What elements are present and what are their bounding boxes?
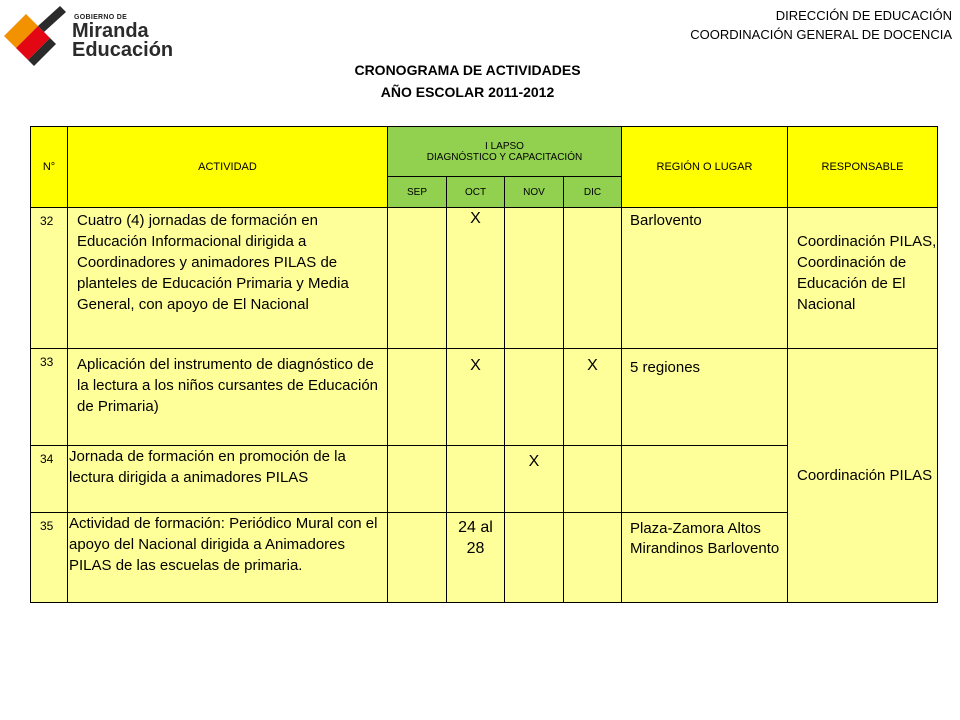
header-lapso	[388, 127, 622, 177]
responsible-cell: Coordinación PILAS, Coordinación de Educación de El Nacional	[788, 208, 938, 349]
region-cell: Barlovento	[622, 208, 788, 349]
cell-oct	[447, 446, 505, 513]
lapso-subtitle: DIAGNÓSTICO Y CAPACITACIÓN	[426, 151, 583, 163]
lapso-title: I LAPSO	[485, 140, 524, 152]
logo-line-educacion: Educación	[72, 39, 174, 61]
region-cell: 5 regiones	[622, 349, 788, 446]
row-number: 32	[31, 208, 68, 349]
header-region: REGIÓN O LUGAR	[622, 127, 788, 208]
header-row	[31, 127, 938, 177]
header-num: N°	[31, 127, 68, 208]
cell-nov	[505, 513, 564, 603]
row-number: 33	[31, 349, 68, 446]
header-direccion: DIRECCIÓN DE EDUCACIÓN	[775, 8, 952, 23]
table-row	[31, 349, 938, 446]
cell-dic	[564, 208, 622, 349]
cell-sep	[388, 349, 447, 446]
month-nov: NOV	[505, 177, 564, 208]
logo-line-miranda: Miranda	[72, 20, 149, 42]
cell-oct: X	[447, 349, 505, 446]
row-number: 34	[31, 446, 68, 513]
cell-dic	[564, 513, 622, 603]
activity-cell: Actividad de formación: Periódico Mural con el apoyo del Nacional dirigida a Animadores PILAS de las escuelas de primaria.	[68, 513, 388, 603]
cell-oct: 24 al 28	[447, 513, 505, 603]
cell-sep	[388, 513, 447, 603]
cell-nov: X	[505, 446, 564, 513]
cell-sep	[388, 446, 447, 513]
header-responsible: RESPONSABLE	[788, 127, 938, 208]
institution-header	[690, 6, 952, 44]
month-dic: DIC	[564, 177, 622, 208]
schedule-table	[30, 126, 938, 603]
gobierno-miranda-logo	[4, 2, 194, 70]
activity-cell: Aplicación del instrumento de diagnóstico de la lectura a los niños cursantes de Educación de Primaria)	[68, 349, 388, 446]
logo-mark-icon	[4, 6, 68, 68]
responsible-cell: Coordinación PILAS	[788, 349, 938, 603]
activity-cell: Jornada de formación en promoción de la lectura dirigida a animadores PILAS	[68, 446, 388, 513]
month-oct: OCT	[447, 177, 505, 208]
cell-nov	[505, 208, 564, 349]
logo-line-gobierno: GOBIERNO DE	[74, 14, 128, 21]
table-row	[31, 208, 938, 349]
cell-sep	[388, 208, 447, 349]
row-number: 35	[31, 513, 68, 603]
header-coordinacion: COORDINACIÓN GENERAL DE DOCENCIA	[690, 27, 952, 42]
cell-nov	[505, 349, 564, 446]
activity-cell: Cuatro (4) jornadas de formación en Educación Informacional dirigida a Coordinadores y animadores PILAS de planteles de Educación Primaria y Media General, con apoyo de El Nacional	[68, 208, 388, 349]
page-title: CRONOGRAMA DE ACTIVIDADES	[354, 62, 581, 78]
region-cell: Plaza-Zamora Altos Mirandinos Barlovento	[622, 513, 788, 603]
cell-dic	[564, 446, 622, 513]
cell-dic: X	[564, 349, 622, 446]
page-subtitle: AÑO ESCOLAR 2011-2012	[380, 84, 555, 100]
cell-oct: X	[447, 208, 505, 349]
month-sep: SEP	[388, 177, 447, 208]
region-cell	[622, 446, 788, 513]
header-activity: ACTIVIDAD	[68, 127, 388, 208]
